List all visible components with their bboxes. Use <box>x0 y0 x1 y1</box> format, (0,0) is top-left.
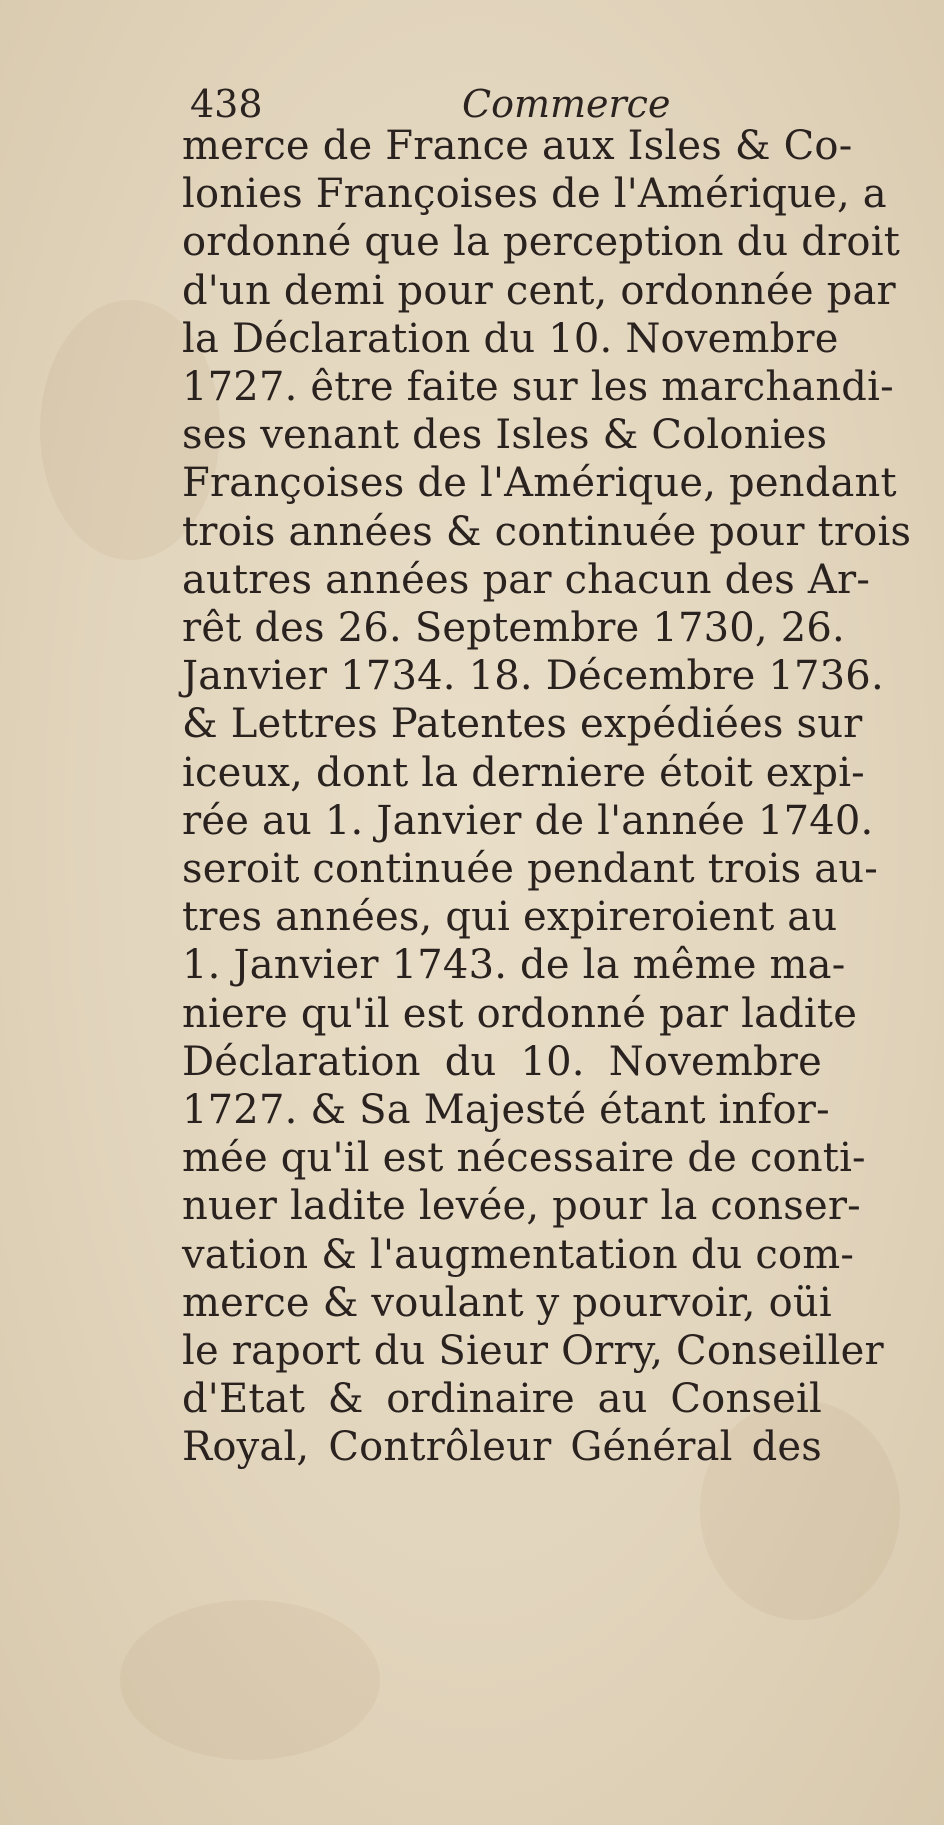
text-line: trois années & continuée pour trois <box>182 508 912 555</box>
text-line: vation & l'augmentation du com- <box>182 1231 855 1278</box>
text-line: autres années par chacun des Ar- <box>182 556 871 603</box>
text-line: rée au 1. Janvier de l'année 1740. <box>182 797 874 844</box>
text-line: iceux, dont la derniere étoit expi- <box>182 749 865 796</box>
text-line: tres années, qui expireroient au <box>182 894 838 941</box>
text-line: merce & voulant y pourvoir, oüi <box>182 1279 832 1326</box>
text-line: la Déclaration du 10. Novembre <box>182 315 839 362</box>
text-line: mée qu'il est nécessaire de conti- <box>182 1135 866 1182</box>
text-line: Françoises de l'Amérique, pendant <box>182 460 897 507</box>
paper-stain <box>120 1600 380 1760</box>
text-line: 1. Janvier 1743. de la même ma- <box>182 942 846 989</box>
page-number: 438 <box>190 82 263 126</box>
text-line: Janvier 1734. 18. Décembre 1736. <box>182 653 884 700</box>
text-line: ses venant des Isles & Colonies <box>182 412 828 459</box>
text-line: Déclaration du 10. Novembre <box>182 1038 822 1085</box>
text-line: Royal, Contrôleur Général des <box>182 1424 822 1471</box>
text-line: le raport du Sieur Orry, Conseiller <box>182 1328 884 1375</box>
text-line: 1727. être faite sur les marchandi- <box>182 364 894 411</box>
text-line: nuer ladite levée, pour la conser- <box>182 1183 861 1230</box>
body-text <box>182 122 912 1472</box>
text-line: niere qu'il est ordonné par ladite <box>182 990 858 1037</box>
text-line: merce de France aux Isles & Co- <box>182 123 853 169</box>
text-line: rêt des 26. Septembre 1730, 26. <box>182 605 845 652</box>
text-line: ordonné que la perception du droit <box>182 219 900 266</box>
text-line: d'Etat & ordinaire au Conseil <box>182 1376 822 1423</box>
text-line: & Lettres Patentes expédiées sur <box>182 701 863 748</box>
text-line: 1727. & Sa Majesté étant infor- <box>182 1087 830 1134</box>
text-line: seroit continuée pendant trois au- <box>182 846 878 893</box>
text-line: lonies Françoises de l'Amérique, a <box>182 171 887 218</box>
text-line: d'un demi pour cent, ordonnée par <box>182 267 896 314</box>
running-title: Commerce <box>462 82 671 126</box>
